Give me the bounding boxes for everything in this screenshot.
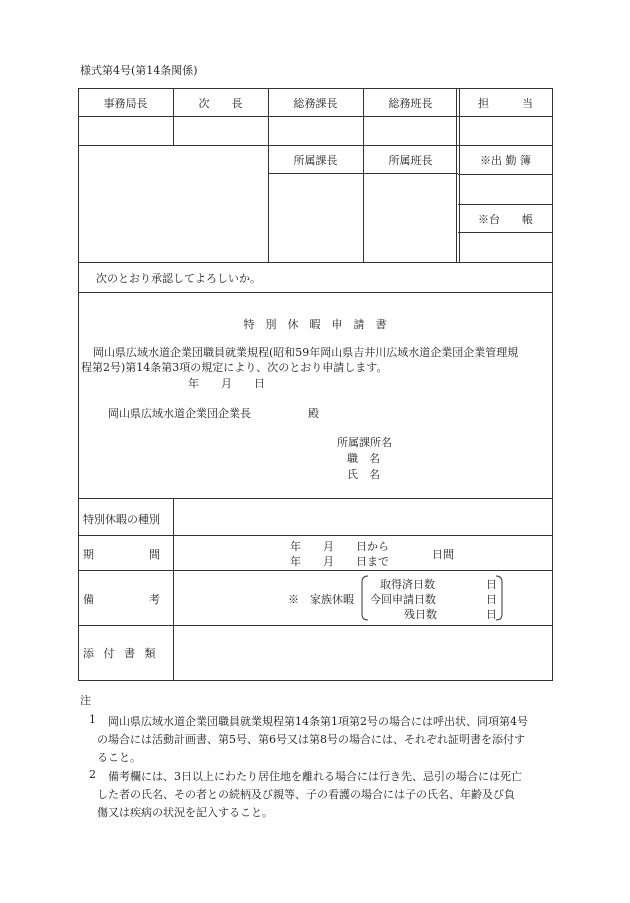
approval-request-text: 次のとおり承認してよろしいか。 bbox=[96, 272, 261, 285]
header-director: 事務局長 bbox=[103, 97, 148, 110]
label-position: 職 名 bbox=[347, 452, 380, 465]
note-number: 1 bbox=[89, 713, 96, 726]
body-text-line1: 岡山県広域水道企業団職員就業規程(昭和59年岡山県吉井川広域水道企業団企業管理規 bbox=[93, 346, 519, 359]
label-remarks: 備 考 bbox=[83, 593, 160, 606]
note-number: 2 bbox=[89, 768, 96, 781]
note-line: 岡山県広域水道企業団職員就業規程第14条第1項第2号の場合には呼出状、同項第4号 bbox=[108, 715, 528, 728]
family-leave-label: ※ 家族休暇 bbox=[288, 593, 354, 606]
notes-heading: 注 bbox=[80, 694, 91, 707]
label-leave-type: 特別休暇の種別 bbox=[83, 513, 160, 526]
note-line: 傷又は疾病の状況を記入すること。 bbox=[97, 806, 273, 819]
body-text-line2: 程第2号)第14条第3項の規定により、次のとおり申請します。 bbox=[81, 361, 388, 374]
header-general-affairs-team-leader: 総務班長 bbox=[388, 97, 433, 110]
period-to: 年 月 日まで bbox=[290, 555, 389, 568]
period-days-unit: 日間 bbox=[432, 548, 454, 561]
header-dept-chief: 所属課長 bbox=[293, 154, 338, 167]
label-attachments: 添 付 書 類 bbox=[83, 647, 159, 660]
leave-remaining-unit: 日 bbox=[486, 608, 497, 621]
label-name: 氏 名 bbox=[347, 468, 380, 481]
leave-requested-unit: 日 bbox=[486, 593, 497, 606]
note-line: ること。 bbox=[97, 751, 141, 764]
period-from: 年 月 日から bbox=[290, 540, 389, 553]
label-department-name: 所属課所名 bbox=[337, 436, 392, 449]
leave-remaining-label: 残日数 bbox=[404, 608, 437, 621]
form-title: 様式第4号(第14条関係) bbox=[80, 64, 198, 77]
header-dept-team-leader: 所属班長 bbox=[388, 154, 433, 167]
leave-taken-label: 取得済日数 bbox=[380, 578, 435, 591]
note-line: 備考欄には、3日以上にわたり居住地を離れる場合には行き先、忌引の場合には死亡 bbox=[108, 770, 522, 783]
leave-taken-unit: 日 bbox=[486, 578, 497, 591]
header-general-affairs-chief: 総務課長 bbox=[293, 97, 338, 110]
label-attendance-book: ※出 勤 簿 bbox=[480, 154, 531, 167]
leave-requested-label: 今回申請日数 bbox=[370, 593, 436, 606]
addressee: 岡山県広域水道企業団企業長 bbox=[108, 407, 251, 420]
label-ledger: ※台 帳 bbox=[478, 213, 533, 226]
header-in-charge: 担 当 bbox=[478, 97, 533, 110]
note-line: した者の氏名、その者との続柄及び親等、子の看護の場合には子の氏名、年齢及び負 bbox=[97, 788, 515, 801]
header-deputy: 次 長 bbox=[198, 97, 243, 110]
application-date: 年 月 日 bbox=[188, 377, 265, 390]
honorific: 殿 bbox=[308, 407, 319, 420]
document-title: 特 別 休 暇 申 請 書 bbox=[243, 318, 387, 331]
note-line: の場合には活動計画書、第5号、第6号又は第8号の場合には、それぞれ証明書を添付す bbox=[97, 733, 525, 746]
label-period: 期 間 bbox=[83, 548, 160, 561]
